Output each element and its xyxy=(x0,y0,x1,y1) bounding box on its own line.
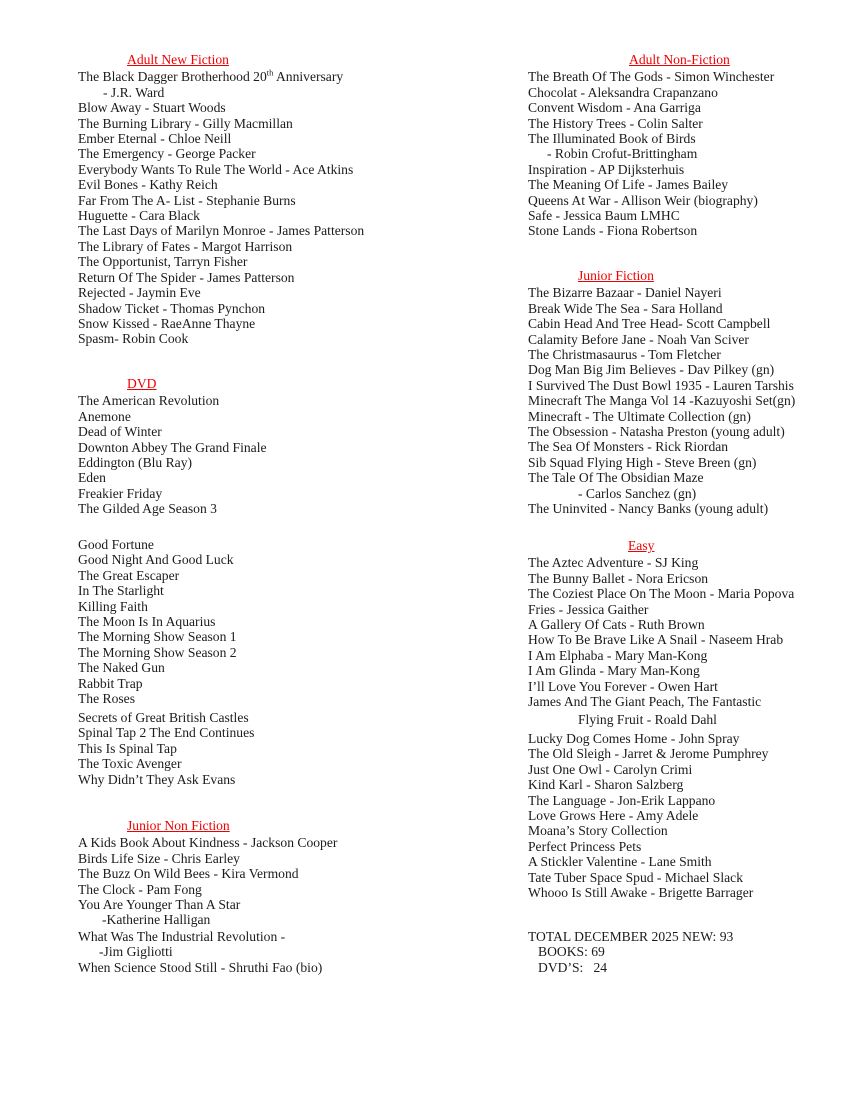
list-line: Huguette - Cara Black xyxy=(78,208,200,224)
text-run: The Black Dagger Brotherhood 20 xyxy=(78,69,267,85)
list-line: Sib Squad Flying High - Steve Breen (gn) xyxy=(528,454,757,470)
list-line: The Coziest Place On The Moon - Maria Popova xyxy=(528,586,795,602)
list-line: I Survived The Dust Bowl 1935 - Lauren Tarshis xyxy=(528,377,794,393)
list-line: The Emergency - George Packer xyxy=(78,146,256,162)
list-line: Birds Life Size - Chris Earley xyxy=(78,850,240,866)
list-line: Dead of Winter xyxy=(78,424,162,440)
list-line: Safe - Jessica Baum LMHC xyxy=(528,208,680,224)
list-line: Cabin Head And Tree Head- Scott Campbell xyxy=(528,316,771,332)
list-line: Chocolat - Aleksandra Crapanzano xyxy=(528,84,718,100)
list-line: The Uninvited - Nancy Banks (young adult) xyxy=(528,501,769,517)
list-line: Eddington (Blu Ray) xyxy=(78,455,193,471)
list-line: - Carlos Sanchez (gn) xyxy=(578,485,697,501)
list-line: James And The Giant Peach, The Fantastic xyxy=(528,694,762,710)
list-line: Good Night And Good Luck xyxy=(78,552,234,568)
list-line: Shadow Ticket - Thomas Pynchon xyxy=(78,300,266,316)
list-line: How To Be Brave Like A Snail - Naseem Hrab xyxy=(528,632,784,648)
list-line: The Tale Of The Obsidian Maze xyxy=(528,470,704,486)
section-totals xyxy=(528,929,840,975)
ordinal-suffix: th xyxy=(266,67,274,78)
list-line: Just One Owl - Carolyn Crimi xyxy=(528,761,693,777)
text-run: Anniversary xyxy=(273,69,344,85)
list-line: The Breath Of The Gods - Simon Winchester xyxy=(528,69,775,85)
section-dvd-list-continued-2 xyxy=(78,710,518,787)
list-line: The Toxic Avenger xyxy=(78,756,182,772)
list-line: The Bizarre Bazaar - Daniel Nayeri xyxy=(528,285,722,301)
list-line: Ember Eternal - Chloe Neill xyxy=(78,131,232,147)
list-line: Stone Lands - Fiona Robertson xyxy=(528,223,698,239)
list-line: Perfect Princess Pets xyxy=(528,838,642,854)
list-line: The Illuminated Book of Birds xyxy=(528,131,696,147)
list-line: In The Starlight xyxy=(78,583,164,599)
list-line: TOTAL DECEMBER 2025 NEW: 93 xyxy=(528,929,734,944)
list-line: Convent Wisdom - Ana Garriga xyxy=(528,100,701,116)
section-easy xyxy=(528,538,840,900)
list-line: Why Didn’t They Ask Evans xyxy=(78,771,236,787)
list-line: Everybody Wants To Rule The World - Ace Atkins xyxy=(78,161,354,177)
list-line: You Are Younger Than A Star xyxy=(78,897,241,913)
list-line: Evil Bones - Kathy Reich xyxy=(78,177,218,193)
list-line: Spasm- Robin Cook xyxy=(78,331,189,347)
list-line: The American Revolution xyxy=(78,393,220,409)
list-line: The Great Escaper xyxy=(78,567,180,583)
list-line: A Gallery Of Cats - Ruth Brown xyxy=(528,617,705,633)
list-line: The Burning Library - Gilly Macmillan xyxy=(78,115,293,131)
list-line: Love Grows Here - Amy Adele xyxy=(528,807,699,823)
list-line: -Katherine Halligan xyxy=(102,912,211,928)
list-line: Spinal Tap 2 The End Continues xyxy=(78,725,255,741)
list-line: Queens At War - Allison Weir (biography) xyxy=(528,192,758,208)
list-line: The Old Sleigh - Jarret & Jerome Pumphrey xyxy=(528,746,769,762)
list-line: The Christmasaurus - Tom Fletcher xyxy=(528,347,721,363)
list-line: The Language - Jon-Erik Lappano xyxy=(528,792,716,808)
section-dvd-list-continued xyxy=(78,537,518,706)
list-line: The Clock - Pam Fong xyxy=(78,881,202,897)
list-line: When Science Stood Still - Shruthi Fao (bio) xyxy=(78,959,323,975)
list-line: The Morning Show Season 1 xyxy=(78,629,237,645)
section-junior-non-fiction-continued xyxy=(78,929,518,975)
section-junior-fiction xyxy=(528,268,840,517)
list-line: Good Fortune xyxy=(78,537,154,552)
list-line: Killing Faith xyxy=(78,598,148,614)
list-line: -Jim Gigliotti xyxy=(99,944,173,960)
list-line: Anemone xyxy=(78,408,131,424)
list-line: The Sea Of Monsters - Rick Riordan xyxy=(528,439,729,455)
section-adult-new-fiction xyxy=(78,52,518,347)
easy-heading: Easy xyxy=(628,538,655,553)
list-line: Kind Karl - Sharon Salzberg xyxy=(528,777,684,793)
list-line: DVD’S: 24 xyxy=(538,959,608,975)
list-line: BOOKS: 69 xyxy=(538,944,605,960)
list-line: Far From The A- List - Stephanie Burns xyxy=(78,192,296,208)
section-dvd xyxy=(78,376,518,517)
list-line: The Obsession - Natasha Preston (young adult) xyxy=(528,424,785,440)
list-line: The Aztec Adventure - SJ King xyxy=(528,555,699,571)
junior-non-fiction-heading: Junior Non Fiction xyxy=(127,818,230,833)
list-line: Downton Abbey The Grand Finale xyxy=(78,439,267,455)
list-line: The Morning Show Season 2 xyxy=(78,644,237,660)
list-line: Moana’s Story Collection xyxy=(528,823,668,839)
list-line: The Naked Gun xyxy=(78,660,165,676)
list-line: Minecraft The Manga Vol 14 -Kazuyoshi Set(gn) xyxy=(528,393,796,409)
list-line: The Opportunist, Tarryn Fisher xyxy=(78,254,248,270)
adult-non-fiction-heading: Adult Non-Fiction xyxy=(629,52,730,67)
section-junior-non-fiction xyxy=(78,818,518,928)
list-line: The Buzz On Wild Bees - Kira Vermond xyxy=(78,866,299,882)
list-line: I Am Elphaba - Mary Man-Kong xyxy=(528,647,708,663)
list-line: Fries - Jessica Gaither xyxy=(528,601,649,617)
list-line: What Was The Industrial Revolution - xyxy=(78,929,286,944)
list-line: Dog Man Big Jim Believes - Dav Pilkey (gn) xyxy=(528,362,775,378)
list-line: The Meaning Of Life - James Bailey xyxy=(528,177,729,193)
list-line: Freakier Friday xyxy=(78,485,163,501)
list-line: Minecraft - The Ultimate Collection (gn) xyxy=(528,408,751,424)
list-line: The Last Days of Marilyn Monroe - James Patterson xyxy=(78,223,365,239)
list-line: The Moon Is In Aquarius xyxy=(78,614,216,630)
list-line: Snow Kissed - RaeAnne Thayne xyxy=(78,315,256,331)
list-line: The Roses xyxy=(78,691,136,707)
list-line: Tate Tuber Space Spud - Michael Slack xyxy=(528,869,743,885)
list-line: Whooo Is Still Awake - Brigette Barrager xyxy=(528,884,754,900)
list-line: Inspiration - AP Dijksterhuis xyxy=(528,161,685,177)
dvd-heading: DVD xyxy=(127,376,157,391)
list-line: Secrets of Great British Castles xyxy=(78,710,249,725)
paragraph-spacer xyxy=(528,709,529,712)
list-line: This Is Spinal Tap xyxy=(78,740,177,756)
list-line xyxy=(78,69,518,84)
section-adult-non-fiction xyxy=(528,52,840,239)
list-line: A Stickler Valentine - Lane Smith xyxy=(528,854,712,870)
adult-new-fiction-heading: Adult New Fiction xyxy=(127,52,229,67)
list-line: Rabbit Trap xyxy=(78,675,143,691)
list-line: Blow Away - Stuart Woods xyxy=(78,100,226,116)
list-line: The Library of Fates - Margot Harrison xyxy=(78,238,293,254)
junior-fiction-heading: Junior Fiction xyxy=(578,268,654,283)
list-line: Eden xyxy=(78,470,106,486)
list-line: Break Wide The Sea - Sara Holland xyxy=(528,300,723,316)
list-line: I Am Glinda - Mary Man-Kong xyxy=(528,663,700,679)
list-line: The Gilded Age Season 3 xyxy=(78,501,217,517)
list-line: Return Of The Spider - James Patterson xyxy=(78,269,295,285)
list-line: I’ll Love You Forever - Owen Hart xyxy=(528,678,718,694)
list-line: Rejected - Jaymin Eve xyxy=(78,285,201,301)
list-line: Calamity Before Jane - Noah Van Sciver xyxy=(528,331,749,347)
list-line: A Kids Book About Kindness - Jackson Cooper xyxy=(78,835,338,851)
list-line: The Bunny Ballet - Nora Ericson xyxy=(528,570,709,586)
list-line: - Robin Crofut-Brittingham xyxy=(547,146,698,162)
list-line: Lucky Dog Comes Home - John Spray xyxy=(528,730,740,746)
list-line: - J.R. Ward xyxy=(103,84,165,100)
list-line: Flying Fruit - Roald Dahl xyxy=(578,712,717,728)
list-line: The History Trees - Colin Salter xyxy=(528,115,703,131)
